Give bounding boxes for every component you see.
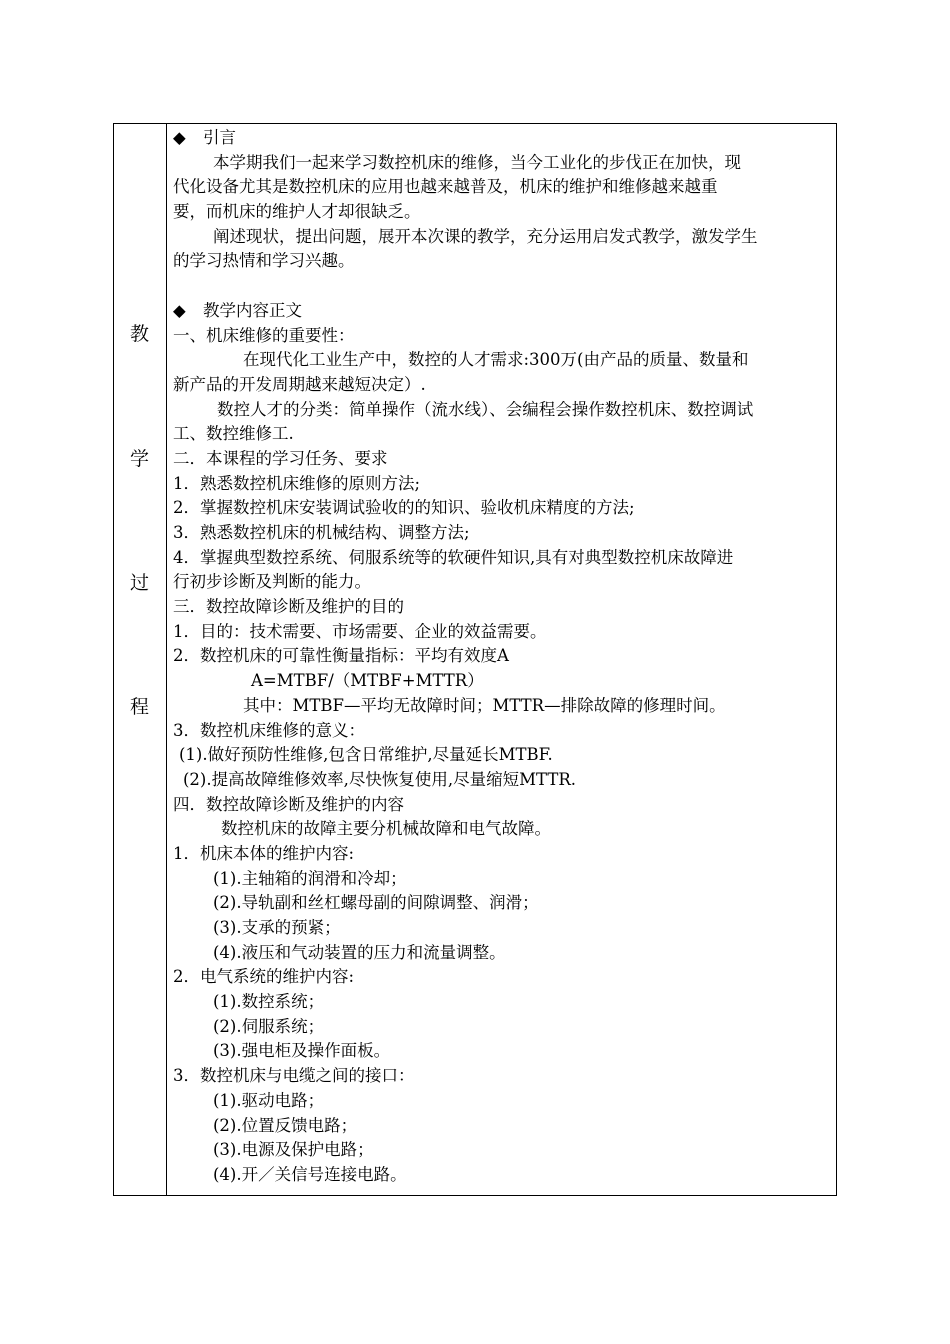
intro-heading: 引言 — [203, 128, 236, 147]
section-line: 数控机床的故障主要分机械故障和电气故障。 — [221, 819, 551, 839]
list-item: 行初步诊断及判断的能力。 — [173, 572, 371, 592]
list-item: 3．数控机床维修的意义： — [173, 720, 365, 740]
body-heading-row — [173, 299, 833, 324]
sub-item: (1).数控系统； — [213, 992, 325, 1012]
intro-paragraph-line: 阐述现状，提出问题，展开本次课的教学，充分运用启发式教学，激发学生 — [213, 226, 758, 246]
list-item: 2．电气系统的维护内容: — [173, 967, 355, 987]
formula: A=MTBF/（MTBF+MTTR） — [251, 671, 484, 691]
diamond-bullet-icon: ◆ — [173, 300, 186, 320]
list-item: 4．掌握典型数控系统、伺服系统等的软硬件知识,具有对典型数控机床故障进 — [173, 547, 734, 567]
sidebar-char: 教 — [129, 323, 149, 345]
list-item: 3．熟悉数控机床的机械结构、调整方法; — [173, 523, 470, 542]
section-title: 二．本课程的学习任务、要求 — [173, 448, 388, 468]
section-title: 四．数控故障诊断及维护的内容 — [173, 794, 404, 814]
section-line: 在现代化工业生产中，数控的人才需求:300万(由产品的质量、数量和 — [243, 350, 749, 370]
sub-item: (1).做好预防性维修,包含日常维护,尽量延长MTBF. — [179, 745, 553, 765]
sub-item: (1).驱动电路； — [213, 1090, 325, 1110]
list-item: 2．数控机床的可靠性衡量指标：平均有效度A — [173, 646, 509, 666]
sub-item: (1).主轴箱的润滑和冷却； — [213, 868, 407, 888]
list-item: 1．目的：技术需要、市场需要、企业的效益需要。 — [173, 621, 547, 641]
intro-paragraph-line: 要，而机床的维护人才却很缺乏。 — [173, 202, 421, 222]
sidebar-char: 过 — [129, 572, 149, 594]
section-line: 数控人才的分类：简单操作（流水线）、会编程会操作数控机床、数控调试 — [217, 399, 754, 419]
section-line: 工、数控维修工. — [173, 424, 294, 444]
sub-item: (2).提高故障维修效率,尽快恢复使用,尽量缩短MTTR. — [183, 769, 576, 789]
section-line: 新产品的开发周期越来越短决定）. — [173, 374, 426, 394]
list-item: 1．熟悉数控机床维修的原则方法; — [173, 473, 421, 493]
sub-item: (4).开／关信号连接电路。 — [213, 1164, 407, 1184]
diamond-bullet-icon: ◆ — [173, 128, 186, 147]
intro-paragraph-line: 本学期我们一起来学习数控机床的维修，当今工业化的步伐正在加快，现 — [213, 152, 741, 172]
intro-paragraph-line: 的学习热情和学习兴趣。 — [173, 251, 355, 271]
sub-item: (4).液压和气动装置的压力和流量调整。 — [213, 942, 506, 962]
list-item: 3．数控机床与电缆之间的接口： — [173, 1066, 415, 1086]
list-item: 2．掌握数控机床安装调试验收的的知识、验收机床精度的方法; — [173, 498, 635, 518]
formula-note: 其中：MTBF—平均无故障时间；MTTR—排除故障的修理时间。 — [243, 695, 726, 715]
sub-item: (2).导轨副和丝杠螺母副的间隙调整、润滑； — [213, 893, 539, 913]
intro-heading-row — [173, 126, 833, 151]
section-title: 一、机床维修的重要性： — [173, 325, 355, 345]
lesson-content — [173, 126, 833, 1188]
sub-item: (3).强电柜及操作面板。 — [213, 1041, 391, 1061]
sub-item: (2).伺服系统； — [213, 1016, 325, 1036]
spacer — [173, 274, 833, 299]
section-title: 三．数控故障诊断及维护的目的 — [173, 597, 404, 617]
sub-item: (2).位置反馈电路； — [213, 1115, 358, 1135]
sidebar-char: 学 — [129, 448, 149, 470]
column-divider — [166, 123, 167, 1196]
body-heading: 教学内容正文 — [203, 300, 302, 320]
sub-item: (3).支承的预紧； — [213, 918, 341, 937]
sidebar-char: 程 — [129, 696, 149, 718]
list-item: 1．机床本体的维护内容: — [173, 843, 355, 863]
intro-paragraph-line: 代化设备尤其是数控机床的应用也越来越普及，机床的维护和维修越来越重 — [173, 177, 718, 197]
sub-item: (3).电源及保护电路； — [213, 1140, 374, 1160]
